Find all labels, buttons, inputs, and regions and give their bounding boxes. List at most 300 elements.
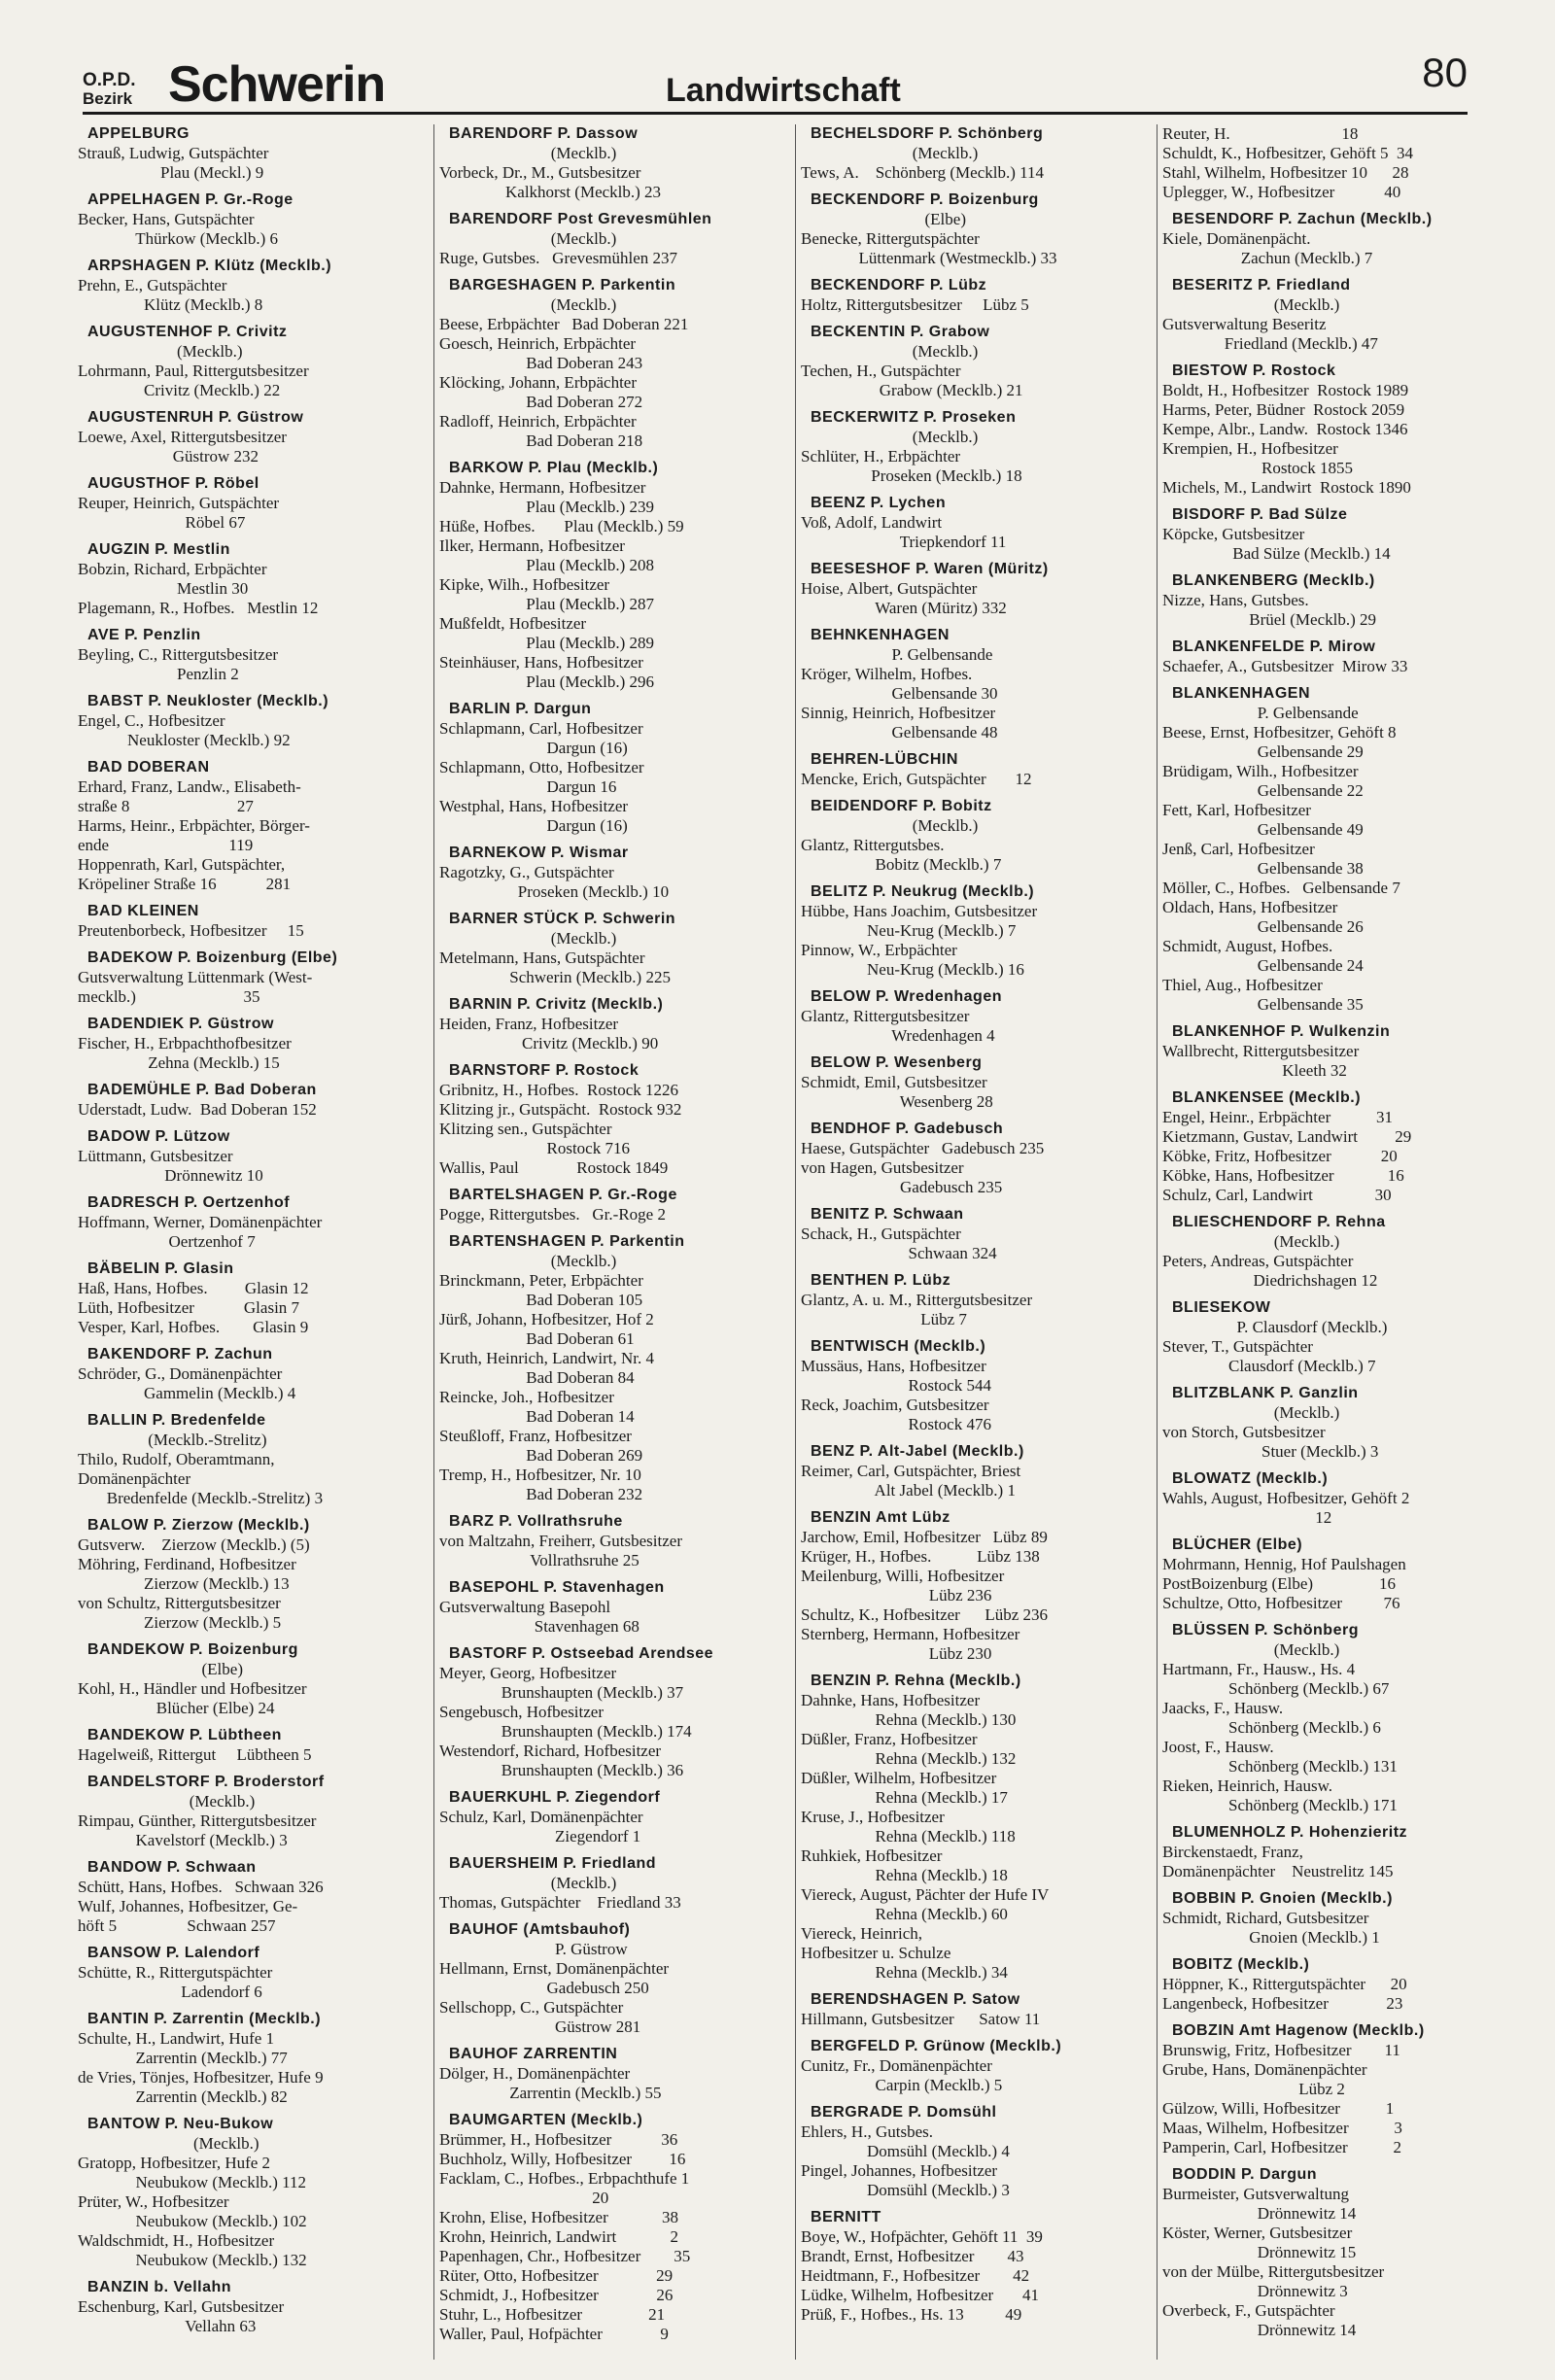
bezirk-label: Bezirk [83,89,133,108]
place-heading: BABST P. Neukloster (Mecklb.) [87,693,329,709]
listing-line: Steinhäuser, Hans, Hofbesitzer [439,653,643,672]
listing-line: Wulf, Johannes, Hofbesitzer, Ge- [78,1897,298,1915]
listing-line: Stahl, Wilhelm, Hofbesitzer 10 28 [1162,163,1409,182]
place-heading: BANDOW P. Schwaan [87,1859,257,1876]
listing-line: Dargun (16) [439,739,628,757]
place-heading: BLANKENHOF P. Wulkenzin [1172,1023,1391,1040]
place-heading: BARNER STÜCK P. Schwerin [449,911,676,927]
listing-line: Grabow (Mecklb.) 21 [801,381,1023,399]
listing-line: Waren (Müritz) 332 [801,599,1007,617]
directory-entry [78,474,428,533]
listing-line: Hellmann, Ernst, Domänenpächter [439,1959,670,1978]
listing-line: ende 119 [78,836,254,854]
listing-line: Hüße, Hofbes. Plau (Mecklb.) 59 [439,517,684,535]
listing-line: Jürß, Johann, Hofbesitzer, Hof 2 [439,1310,654,1328]
place-heading: BERENDSHAGEN P. Satow [811,1991,1020,2008]
place-heading: BELOW P. Wredenhagen [811,988,1002,1005]
listing-line: Drönnewitz 10 [78,1166,263,1185]
listing-line: Köster, Werner, Gutsbesitzer [1162,2224,1353,2242]
listing-line: Schuldt, K., Hofbesitzer, Gehöft 5 34 [1162,144,1414,162]
listing-line: Vollrathsruhe 25 [439,1551,639,1569]
place-heading: AVE P. Penzlin [87,627,201,643]
listing-line: Jenß, Carl, Hofbesitzer [1162,840,1315,858]
directory-entry [801,1508,1151,1664]
directory-entry [439,1920,789,2037]
listing-line: Köbke, Hans, Hofbesitzer 16 [1162,1166,1404,1185]
listing-line: Rehna (Mecklb.) 17 [801,1788,1008,1807]
listing-line: Benecke, Rittergutspächter [801,229,980,248]
place-heading: BAKENDORF P. Zachun [87,1346,273,1362]
listing-line: Plau (Mecklb.) 289 [439,634,654,652]
listing-line: Pinnow, W., Erbpächter [801,941,957,959]
directory-entry [439,1788,789,1846]
listing-line: Schlapmann, Otto, Hofbesitzer [439,758,644,776]
listing-line: Hillmann, Gutsbesitzer Satow 11 [801,2010,1041,2028]
listing-line: (Mecklb.) [78,342,243,361]
directory-columns [78,124,1497,2360]
directory-entry [1162,362,1512,498]
listing-line: Gelbensande 49 [1162,820,1364,839]
directory-entry [439,210,789,268]
listing-line: Gelbensande 35 [1162,995,1364,1014]
place-heading: BASTORF P. Ostseebad Arendsee [449,1645,714,1662]
listing-line: Neubukow (Mecklb.) 102 [78,2212,307,2230]
directory-entry [439,1644,789,1780]
listing-line: Wallis, Paul Rostock 1849 [439,1158,669,1177]
listing-line: Stuer (Mecklb.) 3 [1162,1442,1379,1461]
listing-line: Haese, Gutspächter Gadebusch 235 [801,1139,1045,1157]
listing-line: Möller, C., Hofbes. Gelbensande 7 [1162,879,1400,897]
listing-line: Lübz 7 [801,1310,967,1328]
listing-line: Diedrichshagen 12 [1162,1271,1378,1290]
place-heading: BENZIN P. Rehna (Mecklb.) [811,1673,1021,1689]
directory-entry [78,949,428,1007]
place-heading: BENITZ P. Schwaan [811,1206,964,1223]
listing-line: Crivitz (Mecklb.) 22 [78,381,281,399]
listing-line: (Mecklb.) [439,295,617,314]
listing-line: Ladendorf 6 [78,1983,262,2001]
directory-entry [439,700,789,836]
directory-entry [78,626,428,684]
place-heading: BARKOW P. Plau (Mecklb.) [449,460,659,476]
listing-line: (Mecklb.) [1162,1232,1340,1251]
directory-entry [78,902,428,941]
listing-line: Dargun (16) [439,816,628,835]
directory-entry [439,276,789,451]
listing-line: Sellschopp, C., Gutspächter [439,1998,624,2017]
place-heading: BAD KLEINEN [87,903,199,919]
place-heading: BARTENSHAGEN P. Parkentin [449,1233,685,1250]
listing-line: Brunshaupten (Mecklb.) 37 [439,1683,684,1702]
place-heading: BLITZBLANK P. Ganzlin [1172,1385,1359,1401]
place-heading: BECKENTIN P. Grabow [811,324,990,340]
column-2 [439,124,789,2360]
listing-line: Kiele, Domänenpächt. [1162,229,1311,248]
listing-line: Zierzow (Mecklb.) 13 [78,1574,290,1593]
listing-line: Gutsverwaltung Lüttenmark (West- [78,968,313,986]
listing-line: Tremp, H., Hofbesitzer, Nr. 10 [439,1466,641,1484]
listing-line: Plau (Mecklb.) 287 [439,595,654,613]
place-heading: BISDORF P. Bad Sülze [1172,506,1348,523]
listing-line: (Mecklb.) [801,428,979,446]
listing-line: Vesper, Karl, Hofbes. Glasin 9 [78,1318,309,1336]
listing-line: Bad Doberan 105 [439,1291,643,1309]
listing-line: Brunshaupten (Mecklb.) 174 [439,1722,692,1741]
listing-line: Tews, A. Schönberg (Mecklb.) 114 [801,163,1044,182]
listing-line: Gelbensande 26 [1162,917,1364,936]
listing-line: mecklb.) 35 [78,987,260,1006]
place-heading: BLANKENHAGEN [1172,685,1310,702]
directory-entry [78,1516,428,1633]
directory-entry [78,2010,428,2107]
listing-line: Mohrmann, Hennig, Hof Paulshagen [1162,1555,1406,1573]
place-heading: BECKENDORF P. Boizenburg [811,191,1039,208]
directory-entry [78,758,428,894]
directory-entry [801,1990,1151,2029]
listing-line: Blücher (Elbe) 24 [78,1699,275,1717]
directory-entry [439,1854,789,1913]
listing-line: Domsühl (Mecklb.) 3 [801,2181,1010,2199]
directory-entry [78,190,428,249]
listing-line: Zarrentin (Mecklb.) 55 [439,2084,662,2102]
place-heading: APPELBURG [87,125,190,142]
place-heading: BOBZIN Amt Hagenow (Mecklb.) [1172,2022,1425,2039]
place-heading: BASEPOHL P. Stavenhagen [449,1579,665,1596]
place-heading: BEHREN-LÜBCHIN [811,751,958,768]
listing-line: Plau (Mecklb.) 296 [439,673,654,691]
place-heading: BEIDENDORF P. Bobitz [811,798,992,814]
listing-line: Bad Doberan 84 [439,1368,635,1387]
directory-entry [1162,1823,1512,1881]
place-heading: BADEMÜHLE P. Bad Doberan [87,1082,317,1098]
listing-line: Bobzin, Richard, Erbpächter [78,560,267,578]
listing-line: Hoppenrath, Karl, Gutspächter, [78,855,286,874]
listing-line: Penzlin 2 [78,665,239,683]
listing-line: Gelbensande 29 [1162,742,1364,761]
listing-line: Neu-Krug (Mecklb.) 7 [801,921,1017,940]
directory-entry [801,882,1151,980]
section-title: Landwirtschaft [666,72,901,109]
directory-entry [1162,1621,1512,1815]
place-heading: BECKERWITZ P. Proseken [811,409,1017,426]
listing-line: Jaacks, F., Hausw. [1162,1699,1284,1717]
place-heading: BERNITT [811,2209,881,2225]
listing-line: Güstrow 232 [78,447,259,466]
listing-line: Zehna (Mecklb.) 15 [78,1053,280,1072]
directory-entry [1162,638,1512,676]
place-heading: BLANKENBERG (Mecklb.) [1172,572,1375,589]
listing-line: Radloff, Heinrich, Erbpächter [439,412,637,431]
listing-line: Mencke, Erich, Gutspächter 12 [801,770,1032,788]
listing-line: Glantz, Rittergutsbesitzer [801,1007,970,1025]
directory-entry [78,2115,428,2270]
listing-line: Gribnitz, H., Hofbes. Rostock 1226 [439,1081,679,1099]
listing-line: Kleeth 32 [1162,1061,1347,1080]
listing-line: Triepkendorf 11 [801,533,1007,551]
directory-entry [78,1193,428,1252]
listing-line: Goesch, Heinrich, Erbpächter [439,334,637,353]
place-heading: BIESTOW P. Rostock [1172,362,1336,379]
directory-entry [801,1271,1151,1329]
directory-entry [78,692,428,750]
place-heading: BERGFELD P. Grünow (Mecklb.) [811,2038,1062,2054]
place-heading: BAUMGARTEN (Mecklb.) [449,2112,643,2128]
listing-line: Gelbensande 48 [801,723,998,742]
directory-entry [1162,571,1512,630]
place-heading: BEHNKENHAGEN [811,627,950,643]
listing-line: Rostock 544 [801,1376,991,1395]
directory-entry [78,1773,428,1850]
listing-line: Kruse, J., Hofbesitzer [801,1808,945,1826]
place-heading: BERGRADE P. Domsühl [811,2104,997,2121]
listing-line: Rostock 1855 [1162,459,1353,477]
listing-line: Brunswig, Fritz, Hofbesitzer 11 [1162,2041,1400,2059]
listing-line: Kempe, Albr., Landw. Rostock 1346 [1162,420,1408,438]
listing-line: (Mecklb.) [439,929,617,948]
listing-line: Hoise, Albert, Gutspächter [801,579,978,598]
listing-line: Brüdigam, Wilh., Hofbesitzer [1162,762,1359,780]
listing-line: Wesenberg 28 [801,1092,993,1111]
listing-line: Rieken, Heinrich, Hausw. [1162,1776,1332,1795]
listing-line: Kavelstorf (Mecklb.) 3 [78,1831,288,1849]
listing-line: Gelbensande 22 [1162,781,1364,800]
listing-line: Friedland (Mecklb.) 47 [1162,334,1378,353]
directory-entry [439,124,789,202]
listing-line: Mussäus, Hans, Hofbesitzer [801,1357,986,1375]
directory-entry [1162,1889,1512,1948]
listing-line: Brinckmann, Peter, Erbpächter [439,1271,643,1290]
directory-entry [1162,124,1512,202]
listing-line: Lüttmann, Gutsbesitzer [78,1147,233,1165]
listing-line: Waldschmidt, H., Hofbesitzer [78,2231,275,2250]
place-heading: BODDIN P. Dargun [1172,2166,1318,2183]
listing-line: Gülzow, Willi, Hofbesitzer 1 [1162,2099,1395,2118]
listing-line: Rehna (Mecklb.) 130 [801,1710,1017,1729]
listing-line: Hartmann, Fr., Hausw., Hs. 4 [1162,1660,1356,1678]
directory-entry [78,257,428,315]
directory-entry [1162,276,1512,354]
directory-entry [78,1259,428,1337]
listing-line: Westendorf, Richard, Hofbesitzer [439,1742,662,1760]
directory-entry [439,1186,789,1224]
listing-line: Schulz, Karl, Domänenpächter [439,1808,643,1826]
directory-entry [78,1858,428,1936]
listing-line: Bad Doberan 14 [439,1407,635,1426]
directory-entry [801,323,1151,400]
listing-line: (Mecklb.) [78,1792,256,1811]
listing-line: Glantz, A. u. M., Rittergutsbesitzer [801,1291,1033,1309]
directory-entry [801,987,1151,1046]
listing-line: Engel, Heinr., Erbpächter 31 [1162,1108,1393,1126]
listing-line: Klitzing jr., Gutspächt. Rostock 932 [439,1100,682,1119]
listing-line: Neukloster (Mecklb.) 92 [78,731,291,749]
listing-line: Neubukow (Mecklb.) 112 [78,2173,306,2191]
district-title: Schwerin [168,56,386,113]
place-heading: BANZIN b. Vellahn [87,2279,232,2295]
place-heading: BARTELSHAGEN P. Gr.-Roge [449,1187,677,1203]
directory-entry [78,1345,428,1403]
listing-line: Meyer, Georg, Hofbesitzer [439,1664,617,1682]
listing-line: Sengebusch, Hofbesitzer [439,1703,605,1721]
place-heading: BADEKOW P. Boizenburg (Elbe) [87,949,338,966]
listing-line: Schack, H., Gutspächter [801,1224,961,1243]
directory-entry [1162,1298,1512,1376]
listing-line: Schmidt, J., Hofbesitzer 26 [439,2286,674,2304]
place-heading: BANDEKOW P. Lübtheen [87,1727,282,1743]
listing-line: Plagemann, R., Hofbes. Mestlin 12 [78,599,319,617]
listing-line: Rostock 476 [801,1415,991,1433]
listing-line: Ragotzky, G., Gutspächter [439,863,614,881]
place-heading: BANTOW P. Neu-Bukow [87,2116,274,2132]
directory-entry [801,797,1151,875]
listing-line: Kalkhorst (Mecklb.) 23 [439,183,662,201]
listing-line: Schwaan 324 [801,1244,997,1262]
place-heading: BEENZ P. Lychen [811,495,947,511]
listing-line: Röbel 67 [78,513,246,532]
listing-line: Schlapmann, Carl, Hofbesitzer [439,719,643,738]
listing-line: Boldt, H., Hofbesitzer Rostock 1989 [1162,381,1409,399]
place-heading: BOBITZ (Mecklb.) [1172,1956,1310,1973]
listing-line: Holtz, Rittergutsbesitzer Lübz 5 [801,295,1029,314]
listing-line: Kröpeliner Straße 16 281 [78,875,292,893]
listing-line: Viereck, August, Pächter der Hufe IV [801,1885,1050,1904]
place-heading: BOBBIN P. Gnoien (Mecklb.) [1172,1890,1393,1907]
listing-line: Höppner, K., Rittergutspächter 20 [1162,1975,1407,1993]
directory-entry [78,124,428,183]
listing-line: 20 [439,2189,609,2207]
listing-line: Drönnewitz 14 [1162,2204,1357,2223]
listing-line: Güstrow 281 [439,2018,641,2036]
directory-entry [78,1640,428,1718]
listing-line: Brüel (Mecklb.) 29 [1162,610,1377,629]
listing-line: Schmidt, Emil, Gutsbesitzer [801,1073,987,1091]
listing-line: (Mecklb.) [78,2134,259,2153]
listing-line: Grube, Hans, Domänenpächter [1162,2060,1367,2079]
listing-line: Rehna (Mecklb.) 60 [801,1905,1008,1923]
directory-entry [801,276,1151,315]
listing-line: Gutsverwaltung Beseritz [1162,315,1327,333]
listing-line: Heiden, Franz, Hofbesitzer [439,1015,619,1033]
listing-line: Plau (Mecklb.) 239 [439,498,654,516]
listing-line: Gnoien (Mecklb.) 1 [1162,1928,1380,1947]
directory-entry [78,408,428,466]
listing-line: Zachun (Mecklb.) 7 [1162,249,1373,267]
place-heading: BENZIN Amt Lübz [811,1509,950,1526]
directory-entry [801,1672,1151,1983]
place-heading: BAUERKUHL P. Ziegendorf [449,1789,661,1806]
listing-line: Dargun 16 [439,777,617,796]
listing-line: Bad Doberan 232 [439,1485,643,1503]
listing-line: Plau (Mecklb.) 208 [439,556,654,574]
listing-line: Gutsverwaltung Basepohl [439,1598,611,1616]
listing-line: Kipke, Wilh., Hofbesitzer [439,575,610,594]
place-heading: BARZ P. Vollrathsruhe [449,1513,623,1530]
listing-line: de Vries, Tönjes, Hofbesitzer, Hufe 9 [78,2068,324,2087]
listing-line: Mestlin 30 [78,579,249,598]
place-heading: BANDELSTORF P. Broderstorf [87,1774,325,1790]
place-heading: BLÜSSEN P. Schönberg [1172,1622,1359,1638]
listing-line: Lohrmann, Paul, Rittergutsbesitzer [78,362,309,380]
directory-entry [439,2111,789,2344]
listing-line: Pamperin, Carl, Hofbesitzer 2 [1162,2138,1401,2156]
place-heading: AUGUSTENHOF P. Crivitz [87,324,288,340]
directory-entry [78,1081,428,1120]
listing-line: Wredenhagen 4 [801,1026,995,1045]
listing-line: höft 5 Schwaan 257 [78,1916,276,1935]
listing-line: (Mecklb.) [801,816,979,835]
listing-line: Thilo, Rudolf, Oberamtmann, [78,1450,275,1468]
directory-entry [801,750,1151,789]
listing-line: Schönberg (Mecklb.) 171 [1162,1796,1398,1814]
listing-line: Reincke, Joh., Hofbesitzer [439,1388,614,1406]
listing-line: Rimpau, Günther, Rittergutsbesitzer [78,1811,317,1830]
listing-line: Viereck, Heinrich, [801,1924,923,1943]
directory-entry [801,560,1151,618]
place-heading: BLUMENHOLZ P. Hohenzieritz [1172,1824,1408,1841]
listing-line: Klöcking, Johann, Erbpächter [439,373,637,392]
directory-entry [439,995,789,1053]
place-heading: BAUHOF ZARRENTIN [449,2046,618,2062]
directory-entry [1162,505,1512,564]
listing-line: Stuhr, L., Hofbesitzer 21 [439,2305,666,2324]
listing-line: Klitzing sen., Gutspächter [439,1120,612,1138]
place-heading: BAUHOF (Amtsbauhof) [449,1921,631,1938]
place-heading: BAD DOBERAN [87,759,210,776]
listing-line: Joost, F., Hausw. [1162,1738,1274,1756]
directory-entry [801,626,1151,742]
listing-line: von Schultz, Rittergutsbesitzer [78,1594,281,1612]
directory-entry [1162,1469,1512,1528]
listing-line: Zarrentin (Mecklb.) 82 [78,2087,288,2106]
directory-entry [1162,2021,1512,2157]
listing-line: Lüdke, Wilhelm, Hofbesitzer 41 [801,2286,1039,2304]
listing-line: Boye, W., Hofpächter, Gehöft 11 39 [801,2227,1043,2246]
listing-line: Overbeck, F., Gutspächter [1162,2301,1335,2320]
listing-line: Pogge, Rittergutsbes. Gr.-Roge 2 [439,1205,666,1224]
listing-line: Papenhagen, Chr., Hofbesitzer 35 [439,2247,691,2265]
listing-line: Ziegendorf 1 [439,1827,641,1845]
directory-entry [439,910,789,987]
listing-line: Dahnke, Hans, Hofbesitzer [801,1691,981,1709]
directory-entry [801,2103,1151,2200]
listing-line: Gratopp, Hofbesitzer, Hufe 2 [78,2154,271,2172]
directory-entry [78,2278,428,2336]
listing-line: Dahnke, Hermann, Hofbesitzer [439,478,646,497]
listing-line: Uplegger, W., Hofbesitzer 40 [1162,183,1401,201]
listing-line: Steußloff, Franz, Hofbesitzer [439,1427,632,1445]
column-divider [795,124,796,2360]
listing-line: Schütte, R., Rittergutspächter [78,1963,273,1982]
listing-line: Zierzow (Mecklb.) 5 [78,1613,282,1632]
listing-line: Schönberg (Mecklb.) 131 [1162,1757,1398,1776]
listing-line: Schmidt, Richard, Gutsbesitzer [1162,1909,1369,1927]
listing-line: Dölger, H., Domänenpächter [439,2064,631,2083]
listing-line: Reimer, Carl, Gutspächter, Briest [801,1462,1021,1480]
listing-line: Bad Sülze (Mecklb.) 14 [1162,544,1391,563]
place-heading: BANTIN P. Zarrentin (Mecklb.) [87,2011,322,2027]
listing-line: Fischer, H., Erbpachthofbesitzer [78,1034,292,1052]
listing-line: Lüth, Hofbesitzer Glasin 7 [78,1298,300,1317]
directory-entry [439,1512,789,1570]
listing-line: (Mecklb.) [1162,1403,1340,1422]
listing-line: von der Mülbe, Rittergutsbesitzer [1162,2262,1385,2281]
listing-line: Drönnewitz 15 [1162,2243,1357,2261]
listing-line: Loewe, Axel, Rittergutsbesitzer [78,428,287,446]
listing-line: Thiel, Aug., Hofbesitzer [1162,976,1323,994]
listing-line: Heidtmann, F., Hofbesitzer 42 [801,2266,1030,2285]
listing-line: Klütz (Mecklb.) 8 [78,295,263,314]
listing-line: Rehna (Mecklb.) 18 [801,1866,1008,1884]
